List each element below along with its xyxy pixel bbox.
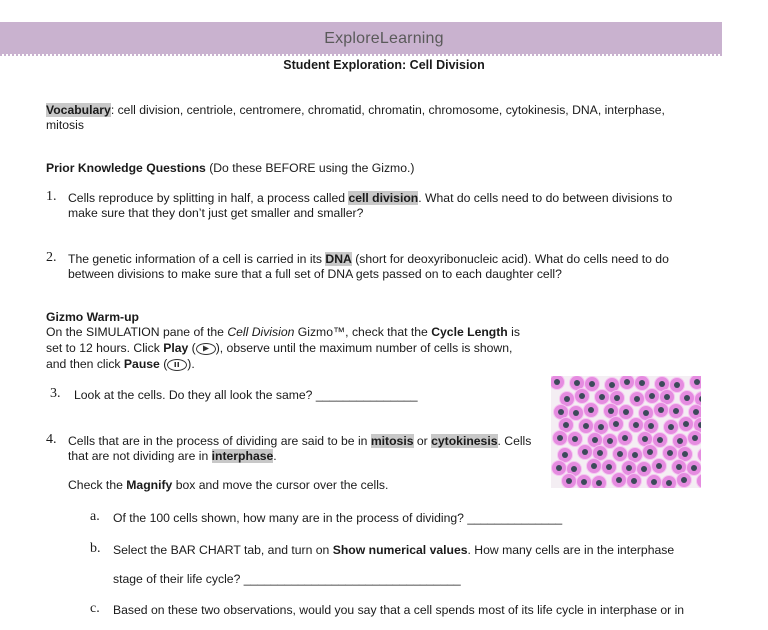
qb-text: Select the BAR CHART tab, and turn on <box>113 543 333 557</box>
question-a-line <box>113 510 562 526</box>
nucleus <box>556 465 562 471</box>
explorelearning-logo: ExploreLearning <box>324 30 444 47</box>
vocabulary-line-1 <box>46 102 665 118</box>
nucleus <box>563 422 569 428</box>
qa-text: Of the 100 cells shown, how many are in the process of dividing? <box>113 511 468 525</box>
nucleus <box>692 435 698 441</box>
nucleus <box>581 479 587 485</box>
nucleus <box>566 478 572 484</box>
nucleus <box>657 437 663 443</box>
nucleus <box>571 466 577 472</box>
nucleus <box>623 409 629 415</box>
warmup-line-3 <box>46 356 195 372</box>
nucleus <box>659 381 665 387</box>
q4-text: . Cells <box>497 434 532 448</box>
nucleus <box>694 379 700 385</box>
warmup-line-2 <box>46 340 512 356</box>
nucleus <box>562 452 568 458</box>
nucleus <box>633 422 639 428</box>
magnify-label: Magnify <box>126 478 173 492</box>
warmup-text: Gizmo™, check that the <box>294 325 432 339</box>
gizmo-name: Cell Division <box>227 325 295 339</box>
nucleus <box>681 477 687 483</box>
nucleus <box>598 424 604 430</box>
nucleus <box>557 435 563 441</box>
nucleus <box>606 464 612 470</box>
question-1-line-2: make sure that they don’t just get smaller and smaller? <box>68 206 364 220</box>
nucleus <box>579 393 585 399</box>
nucleus <box>608 408 614 414</box>
nucleus <box>607 438 613 444</box>
answer-blank[interactable]: _______________ <box>315 388 418 402</box>
prior-heading-label: Prior Knowledge Questions <box>46 161 206 175</box>
warmup-line-1 <box>46 324 520 340</box>
nucleus <box>592 437 598 443</box>
magnify-instruction <box>68 477 388 493</box>
nucleus <box>639 380 645 386</box>
q4-text: or <box>413 434 432 448</box>
nucleus <box>682 451 688 457</box>
nucleus <box>624 379 630 385</box>
nucleus <box>614 395 620 401</box>
nucleus <box>647 449 653 455</box>
question-4-line-1 <box>68 433 531 449</box>
q2-text-end: (short for deoxyribonucleic acid). What do cells need to do <box>351 252 669 266</box>
nucleus <box>583 423 589 429</box>
warmup-text: ( <box>159 357 168 371</box>
nucleus <box>634 396 640 402</box>
term-cytokinesis: cytokinesis <box>431 434 498 448</box>
nucleus <box>664 394 670 400</box>
q1-text: Cells reproduce by splitting in half, a process called <box>68 191 349 205</box>
nucleus <box>564 396 570 402</box>
nucleus <box>597 450 603 456</box>
warmup-text: is <box>507 325 520 339</box>
q2-text: The genetic information of a cell is carried in its <box>68 252 326 266</box>
question-b-line-1 <box>113 542 674 558</box>
q4-text: box and move the cursor over the cells. <box>172 478 389 492</box>
show-numerical-values-label: Show numerical values <box>332 543 468 557</box>
question-2-line-2: between divisions to make sure that a full set of DNA gets passed on to each daughter cell? <box>68 267 562 281</box>
nucleus <box>658 407 664 413</box>
nucleus <box>668 424 674 430</box>
nucleus <box>643 410 649 416</box>
term-interphase: interphase <box>211 449 274 463</box>
q4-text: Check the <box>68 478 127 492</box>
warmup-text: On the SIMULATION pane of the <box>46 325 228 339</box>
warmup-text: ). <box>187 357 195 371</box>
nucleus <box>574 380 580 386</box>
nucleus <box>677 438 683 444</box>
cell <box>697 474 702 489</box>
answer-blank[interactable]: ________________________________ <box>243 572 461 586</box>
nucleus <box>674 382 680 388</box>
cycle-length-label: Cycle Length <box>431 325 508 339</box>
pause-label: Pause <box>123 357 160 371</box>
question-2-number: 2. <box>46 250 57 265</box>
nucleus <box>691 465 697 471</box>
warmup-text: and then click <box>46 357 124 371</box>
nucleus <box>554 379 560 385</box>
pause-icon <box>167 359 187 371</box>
nucleus <box>599 394 605 400</box>
nucleus <box>684 395 690 401</box>
vocabulary-label: Vocabulary <box>46 103 111 117</box>
nucleus <box>683 421 689 427</box>
q4-text: Cells that are in the process of dividing are said to be in <box>68 434 371 448</box>
answer-blank[interactable]: ______________ <box>467 511 563 525</box>
question-4-number: 4. <box>46 432 57 447</box>
question-1-number: 1. <box>46 189 57 204</box>
nucleus <box>609 382 615 388</box>
question-a-letter: a. <box>90 509 100 524</box>
nucleus <box>596 480 602 486</box>
nucleus <box>642 436 648 442</box>
nucleus <box>617 451 623 457</box>
prior-instruction: (Do these BEFORE using the Gizmo.) <box>205 161 415 175</box>
qb-text: stage of their life cycle? <box>113 572 244 586</box>
q4-text: . <box>273 449 277 463</box>
nucleus <box>648 423 654 429</box>
nucleus <box>626 465 632 471</box>
nucleus <box>656 463 662 469</box>
cells-image <box>551 376 701 488</box>
question-2-line-1 <box>68 251 669 267</box>
q4-text: that are not dividing are in <box>68 449 212 463</box>
cell <box>698 448 702 463</box>
nucleus <box>622 435 628 441</box>
vocabulary-list: : cell division, centriole, centromere, chromatid, chromatin, chromosome, cytokinesis, DNA, interphase, <box>110 103 665 117</box>
play-icon <box>196 343 216 355</box>
cells-illustration <box>551 376 701 488</box>
question-3-line <box>74 387 418 403</box>
question-3-number: 3. <box>50 386 61 401</box>
nucleus <box>591 463 597 469</box>
nucleus <box>589 381 595 387</box>
warmup-text: set to 12 hours. Click <box>46 341 164 355</box>
nucleus <box>649 393 655 399</box>
nucleus <box>613 421 619 427</box>
vocabulary-line-2: mitosis <box>46 118 84 132</box>
nucleus <box>632 452 638 458</box>
question-b-letter: b. <box>90 541 101 556</box>
warmup-text: ( <box>188 341 196 355</box>
term-cell-division: cell division <box>348 191 419 205</box>
warmup-text: ), observe until the maximum number of cells is shown, <box>215 341 513 355</box>
question-c-line: Based on these two observations, would you say that a cell spends most of its life cycle in interphase or in <box>113 603 685 617</box>
question-c-letter: c. <box>90 601 100 616</box>
qb-text: . How many cells are in the interphase <box>467 543 675 557</box>
prior-knowledge-heading <box>46 160 414 176</box>
nucleus <box>651 479 657 485</box>
warmup-heading: Gizmo Warm-up <box>46 310 139 324</box>
nucleus <box>588 407 594 413</box>
nucleus <box>693 409 699 415</box>
term-mitosis: mitosis <box>370 434 414 448</box>
nucleus <box>667 450 673 456</box>
nucleus <box>572 436 578 442</box>
play-label: Play <box>163 341 189 355</box>
nucleus <box>616 477 622 483</box>
q3-text: Look at the cells. Do they all look the same? <box>74 388 316 402</box>
nucleus <box>558 409 564 415</box>
nucleus <box>582 449 588 455</box>
header-divider <box>0 54 722 56</box>
question-1-line-1 <box>68 190 672 206</box>
nucleus <box>676 464 682 470</box>
q1-text-end: . What do cells need to do between divisions to <box>418 191 673 205</box>
nucleus <box>666 480 672 486</box>
question-b-line-2 <box>113 571 461 587</box>
nucleus <box>573 410 579 416</box>
question-4-line-2 <box>68 448 277 464</box>
nucleus <box>641 466 647 472</box>
nucleus <box>673 408 679 414</box>
document-title: Student Exploration: Cell Division <box>283 58 485 72</box>
nucleus <box>631 478 637 484</box>
term-dna: DNA <box>325 252 352 266</box>
